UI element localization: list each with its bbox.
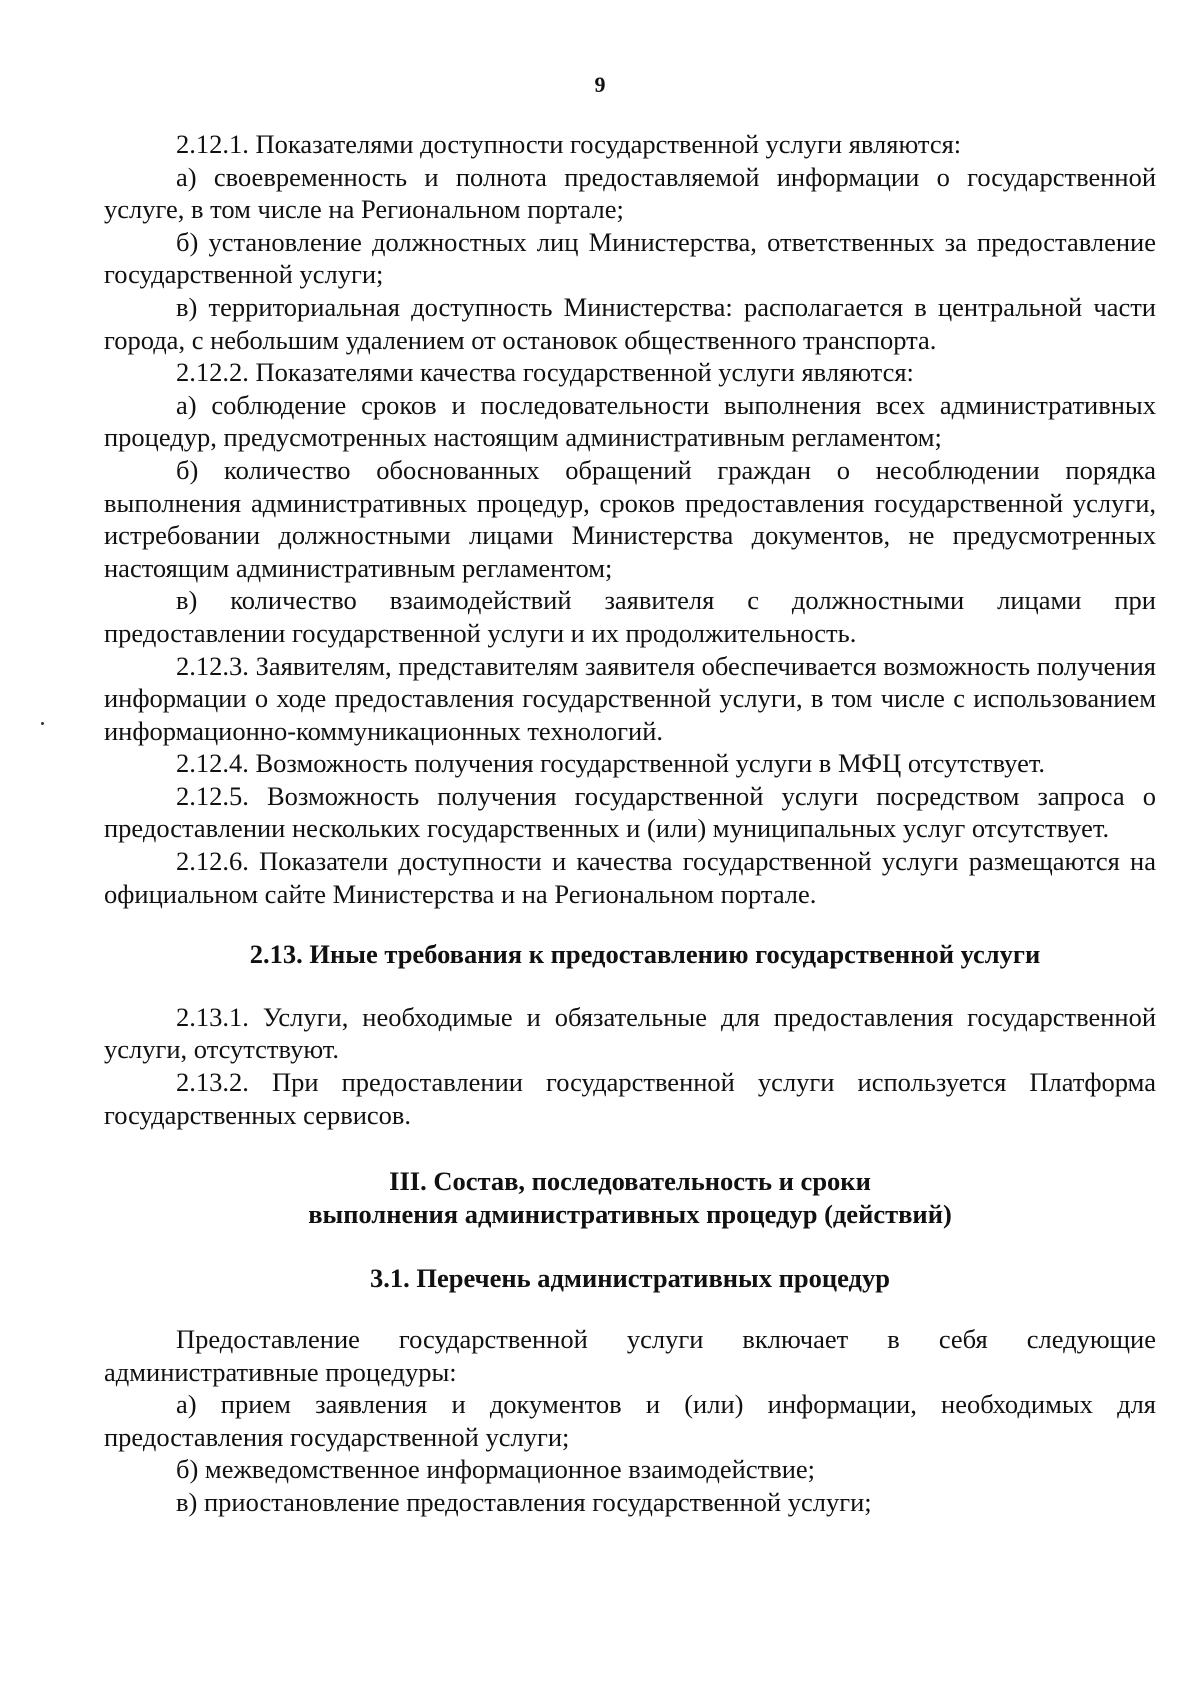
- paragraph-2-12-5: 2.12.5. Возможность получения государственной услуги посредством запроса о предоставлении нескольких государственных и (или) муниципальных услуг отсутствует.: [104, 780, 1156, 844]
- paragraph-2-12-2: 2.12.2. Показателями качества государственной услуги являются:: [176, 357, 914, 388]
- section-3-1: [104, 1323, 1156, 1519]
- paragraph-2-12-4: 2.12.4. Возможность получения государственной услуги в МФЦ отсутствует.: [176, 748, 1046, 779]
- paragraph-2-12-1-a: а) своевременность и полнота предоставляемой информации о государственной услуге, в том числе на Региональном портале;: [104, 161, 1156, 225]
- paragraph-2-12-2-v: в) количество взаимодействий заявителя с должностными лицами при предоставлении государственной услуги и их продолжительность.: [104, 585, 1156, 648]
- paragraph-3-1-b: б) межведомственное информационное взаимодействие;: [176, 1454, 816, 1485]
- paragraph-2-12-1: 2.12.1. Показателями доступности государственной услуги являются:: [176, 129, 962, 159]
- paragraph-2-12-2-a: а) соблюдение сроков и последовательности выполнения всех административных процедур, предусмотренных настоящим административным регламентом;: [104, 389, 1156, 453]
- page-number: 9: [594, 72, 606, 97]
- chapter-3-heading-line2: выполнения административных процедур (действий): [308, 1198, 952, 1229]
- heading-3-1: 3.1. Перечень административных процедур: [370, 1263, 890, 1294]
- section-2-13: [104, 1001, 1156, 1131]
- paragraph-2-12-6: 2.12.6. Показатели доступности и качества государственной услуги размещаются на официальном сайте Министерства и на Региональном портале.: [104, 846, 1156, 909]
- chapter-3-heading-line1: III. Состав, последовательность и сроки: [389, 1166, 871, 1197]
- paragraph-2-12-1-v: в) территориальная доступность Министерства: располагается в центральной части города, с небольшим удалением от остановок общественного транспорта.: [104, 291, 1156, 355]
- paragraph-3-1-a: а) прием заявления и документов и (или) информации, необходимых для предоставления государственной услуги;: [104, 1389, 1156, 1452]
- paragraph-2-13-2: 2.13.2. При предоставлении государственной услуги используется Платформа государственных сервисов.: [104, 1067, 1156, 1130]
- heading-2-13: 2.13. Иные требования к предоставлению государственной услуги: [249, 939, 1041, 970]
- paragraph-2-12-3: 2.12.3. Заявителям, представителям заявителя обеспечивается возможность получения информации о ходе предоставления государственной услуги, в том числе с использованием информационно-коммуникационных технологий.: [104, 650, 1156, 746]
- paragraph-2-13-1: 2.13.1. Услуги, необходимые и обязательные для предоставления государственной услуги, отсутствуют.: [104, 1001, 1156, 1065]
- paragraph-3-1-v: в) приостановление предоставления государственной услуги;: [176, 1486, 872, 1517]
- paragraph-2-12-1-b: б) установление должностных лиц Министерства, ответственных за предоставление государственной услуги;: [104, 226, 1156, 290]
- paragraph-3-1-intro: Предоставление государственной услуги включает в себя следующие административные процедуры:: [104, 1324, 1156, 1387]
- scan-speck: [41, 722, 44, 725]
- section-2-12: [104, 128, 1156, 910]
- paragraph-2-12-2-b: б) количество обоснованных обращений граждан о несоблюдении порядка выполнения административных процедур, сроков предоставления государственной услуги, истребовании должностными лицами Министерства документов, не предусмотренных настоящим административным регламентом;: [104, 454, 1156, 583]
- chapter-3-heading: [104, 1165, 1156, 1230]
- document-body: [104, 128, 1156, 1519]
